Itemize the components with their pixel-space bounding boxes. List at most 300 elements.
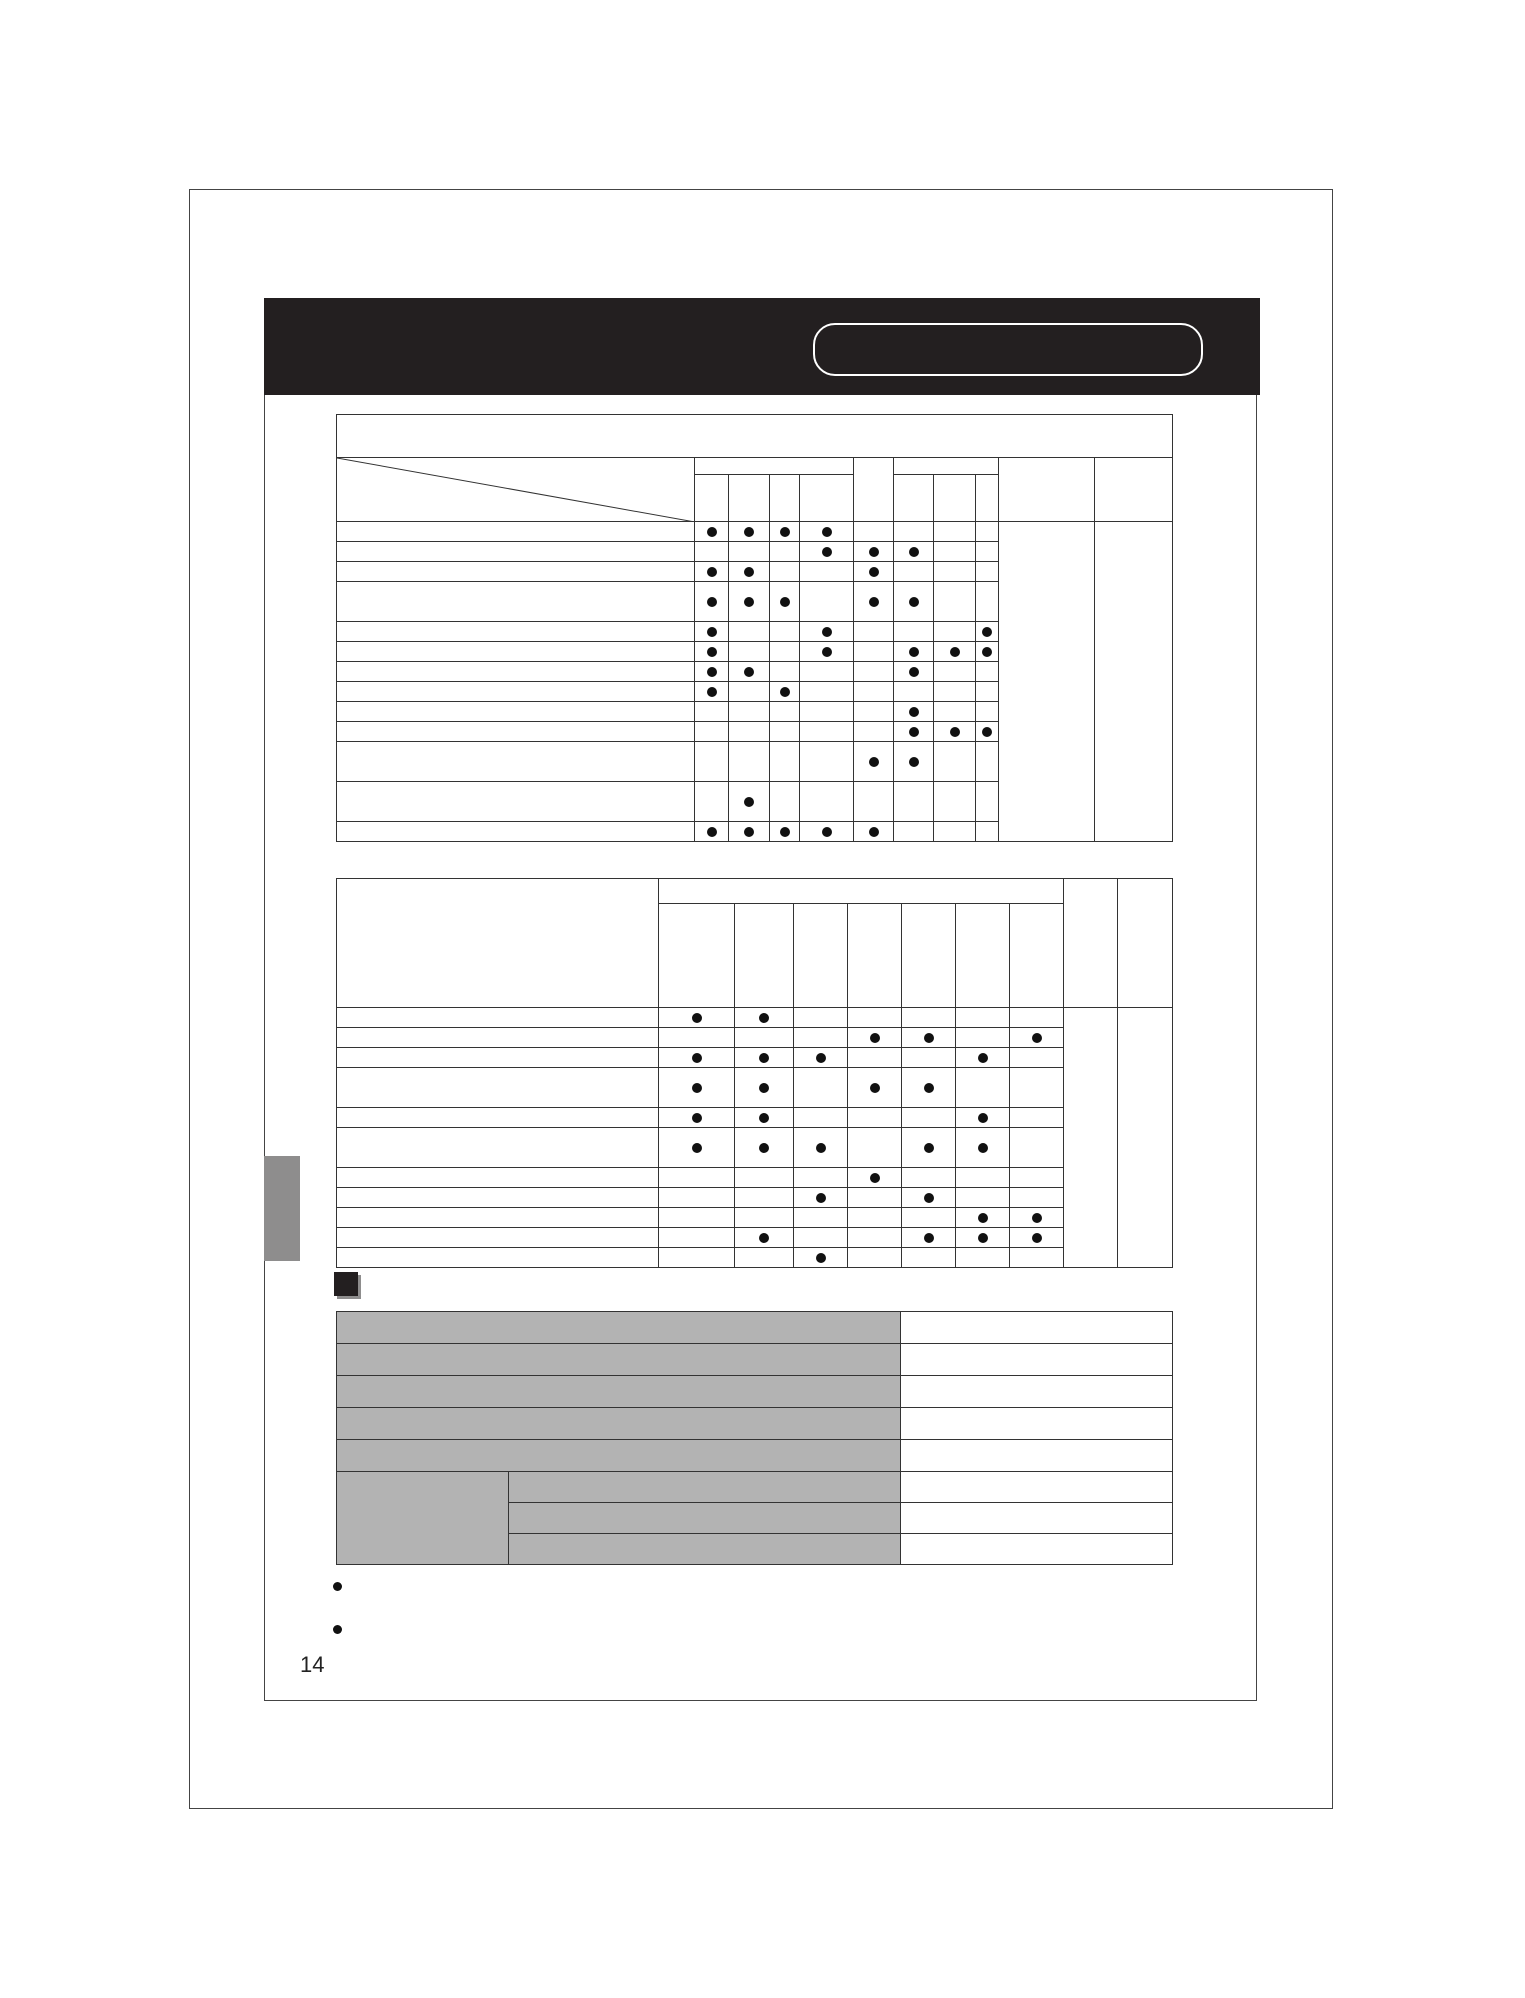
- table1-cell: [934, 722, 976, 742]
- table2-cell: [902, 1128, 956, 1168]
- table2-row: [337, 1008, 1173, 1028]
- filled-dot-icon: [816, 1253, 826, 1263]
- filled-dot-icon: [692, 1113, 702, 1123]
- filled-dot-icon: [744, 597, 754, 607]
- table1-title: [337, 415, 1173, 458]
- table1-cell: [729, 742, 770, 782]
- table2-row: [337, 1168, 1173, 1188]
- table1-cell: [695, 582, 729, 622]
- page-number: 14: [300, 1652, 325, 1677]
- filled-dot-icon: [780, 827, 790, 837]
- spec-group-label: [337, 1472, 509, 1565]
- table2-row: [337, 1128, 1173, 1168]
- table2-cell: [848, 1008, 902, 1028]
- spec-label-3: [337, 1376, 901, 1408]
- table1-header-single: [854, 458, 894, 522]
- filled-dot-icon: [744, 567, 754, 577]
- table1-cell: [695, 822, 729, 842]
- table1-cell: [854, 702, 894, 722]
- table1-cell: [770, 622, 800, 642]
- table2-cell: [956, 1188, 1010, 1208]
- filled-dot-icon: [707, 667, 717, 677]
- filled-dot-icon: [869, 757, 879, 767]
- table1-cell: [800, 622, 854, 642]
- table2-row-label: [337, 1048, 659, 1068]
- filled-dot-icon: [707, 597, 717, 607]
- table2-cell: [956, 1228, 1010, 1248]
- filled-dot-icon: [870, 1083, 880, 1093]
- table1-row-label: [337, 662, 695, 682]
- table2-cell: [735, 1008, 794, 1028]
- table1-row-label: [337, 822, 695, 842]
- table1-cell: [800, 722, 854, 742]
- table1-cell: [976, 642, 999, 662]
- table1-cell: [934, 522, 976, 542]
- table1-cell: [894, 582, 934, 622]
- table1-cell: [695, 722, 729, 742]
- filled-dot-icon: [924, 1033, 934, 1043]
- table2-cell: [659, 1008, 735, 1028]
- table2-row: [337, 1228, 1173, 1248]
- table1-cell: [770, 582, 800, 622]
- table1-cell: [976, 682, 999, 702]
- table2-row-label: [337, 1208, 659, 1228]
- table2-cell: [794, 1188, 848, 1208]
- filled-dot-icon: [978, 1233, 988, 1243]
- filled-dot-icon: [759, 1113, 769, 1123]
- filled-dot-icon: [822, 627, 832, 637]
- filled-dot-icon: [909, 707, 919, 717]
- table1-cell: [800, 662, 854, 682]
- spec-sublabel-2: [509, 1503, 901, 1534]
- filled-dot-icon: [909, 757, 919, 767]
- table1-cell: [854, 562, 894, 582]
- table1-cell: [800, 782, 854, 822]
- table1-cell: [976, 782, 999, 822]
- table2-cell: [659, 1208, 735, 1228]
- table1-cell: [729, 782, 770, 822]
- table2-cell: [848, 1108, 902, 1128]
- table2-cell: [956, 1168, 1010, 1188]
- filled-dot-icon: [692, 1013, 702, 1023]
- spec-value-1: [901, 1312, 1173, 1344]
- table2-cell: [794, 1028, 848, 1048]
- table1-cell: [770, 662, 800, 682]
- table2-merged-cell: [1118, 1008, 1173, 1268]
- spec-label-5: [337, 1440, 901, 1472]
- table1-cell: [894, 742, 934, 782]
- table1-cell: [976, 622, 999, 642]
- table2-cell: [794, 1128, 848, 1168]
- spec-sublabel-1: [509, 1472, 901, 1503]
- spec-value-6: [901, 1472, 1173, 1503]
- table1-row-label: [337, 622, 695, 642]
- table1-group-header-b: [894, 458, 999, 475]
- table1-cell: [770, 522, 800, 542]
- table2-cell: [659, 1228, 735, 1248]
- table1-cell: [934, 622, 976, 642]
- banner-pill: [813, 323, 1203, 376]
- table1-row-label: [337, 702, 695, 722]
- table1-cell: [800, 682, 854, 702]
- table1-cell: [854, 522, 894, 542]
- table1-cell: [894, 522, 934, 542]
- table1-cell: [729, 662, 770, 682]
- table2-cell: [1010, 1188, 1064, 1208]
- filled-dot-icon: [869, 597, 879, 607]
- table1-cell: [934, 782, 976, 822]
- table1-row-label: [337, 642, 695, 662]
- filled-dot-icon: [924, 1083, 934, 1093]
- table2-cell: [1010, 1048, 1064, 1068]
- table1-cell: [854, 822, 894, 842]
- table1-cell: [729, 822, 770, 842]
- table2-cell: [848, 1168, 902, 1188]
- table2-cell: [1010, 1168, 1064, 1188]
- filled-dot-icon: [1032, 1033, 1042, 1043]
- table2-cell: [735, 1128, 794, 1168]
- table2-cell: [659, 1048, 735, 1068]
- note-bullet-2: [333, 1625, 342, 1634]
- table1-cell: [800, 542, 854, 562]
- table2-group-header: [659, 879, 1064, 904]
- table1-cell: [695, 522, 729, 542]
- table2-cell: [735, 1048, 794, 1068]
- section-marker-square: [334, 1272, 358, 1296]
- filled-dot-icon: [909, 647, 919, 657]
- table1-cell: [800, 742, 854, 782]
- spec-label-2: [337, 1344, 901, 1376]
- table2-row: [337, 1028, 1173, 1048]
- spec-value-3: [901, 1376, 1173, 1408]
- table1-cell: [770, 682, 800, 702]
- filled-dot-icon: [870, 1173, 880, 1183]
- table1-corner-cell: [337, 458, 695, 522]
- table1-cell: [976, 582, 999, 622]
- filled-dot-icon: [744, 797, 754, 807]
- table1-cell: [729, 722, 770, 742]
- table2-cell: [902, 1028, 956, 1048]
- table1-cell: [934, 542, 976, 562]
- filled-dot-icon: [909, 597, 919, 607]
- table1-row-label: [337, 542, 695, 562]
- table2-cell: [848, 1128, 902, 1168]
- table2-cell: [848, 1248, 902, 1268]
- diagonal-line: [337, 458, 695, 522]
- filled-dot-icon: [816, 1193, 826, 1203]
- table2-cell: [1010, 1248, 1064, 1268]
- filled-dot-icon: [978, 1213, 988, 1223]
- table1-cell: [770, 822, 800, 842]
- table1-cell: [934, 822, 976, 842]
- filled-dot-icon: [759, 1143, 769, 1153]
- table1-group-header-a: [695, 458, 854, 475]
- table2-cell: [956, 1208, 1010, 1228]
- table1-merged-cell: [999, 522, 1095, 842]
- table1-header-d: [1095, 458, 1173, 522]
- filled-dot-icon: [692, 1143, 702, 1153]
- spec-label-1: [337, 1312, 901, 1344]
- table1-cell: [854, 742, 894, 782]
- table1-cell: [729, 642, 770, 662]
- table1-cell: [854, 642, 894, 662]
- table2-row-label: [337, 1248, 659, 1268]
- table1-cell: [934, 562, 976, 582]
- table1-header-c: [999, 458, 1095, 522]
- table1-cell: [695, 702, 729, 722]
- filled-dot-icon: [692, 1083, 702, 1093]
- table1-cell: [729, 702, 770, 722]
- filled-dot-icon: [707, 627, 717, 637]
- table1-cell: [854, 682, 894, 702]
- filled-dot-icon: [982, 647, 992, 657]
- table2-row: [337, 1068, 1173, 1108]
- table1-cell: [770, 542, 800, 562]
- side-tab-marker: [264, 1156, 300, 1261]
- table1-row-label: [337, 742, 695, 782]
- table2-cell: [735, 1168, 794, 1188]
- compatibility-table-2: [336, 878, 1173, 1268]
- table2-row-label: [337, 1128, 659, 1168]
- table2-row: [337, 1248, 1173, 1268]
- table1-cell: [729, 582, 770, 622]
- table1-cell: [894, 662, 934, 682]
- table2-cell: [956, 1128, 1010, 1168]
- filled-dot-icon: [869, 827, 879, 837]
- table1-cell: [800, 702, 854, 722]
- table2-cell: [794, 1208, 848, 1228]
- table1-cell: [729, 562, 770, 582]
- table1-cell: [770, 782, 800, 822]
- table1-cell: [770, 742, 800, 782]
- filled-dot-icon: [869, 567, 879, 577]
- table2-cell: [659, 1128, 735, 1168]
- filled-dot-icon: [780, 597, 790, 607]
- table1-cell: [800, 642, 854, 662]
- table2-row: [337, 1048, 1173, 1068]
- table1-cell: [894, 682, 934, 702]
- table1-cell: [770, 702, 800, 722]
- table2-cell: [902, 1068, 956, 1108]
- table2-cell: [848, 1028, 902, 1048]
- table2-cell: [735, 1188, 794, 1208]
- spec-sublabel-3: [509, 1534, 901, 1565]
- specification-table: [336, 1311, 1173, 1565]
- table1-row-label: [337, 582, 695, 622]
- table2-cell: [659, 1068, 735, 1108]
- table1-cell: [894, 622, 934, 642]
- table2-cell: [1010, 1128, 1064, 1168]
- table2-row-label: [337, 1228, 659, 1248]
- table2-cell: [1010, 1068, 1064, 1108]
- table2-cell: [902, 1188, 956, 1208]
- table2-cell: [794, 1048, 848, 1068]
- table1-cell: [729, 622, 770, 642]
- table1-cell: [976, 822, 999, 842]
- table1-cell: [800, 822, 854, 842]
- table1-cell: [854, 622, 894, 642]
- filled-dot-icon: [744, 667, 754, 677]
- table2-row: [337, 1208, 1173, 1228]
- table2-cell: [659, 1108, 735, 1128]
- table2-header-c: [1064, 879, 1118, 1008]
- table1-merged-cell: [1095, 522, 1173, 842]
- table2-cell: [956, 1048, 1010, 1068]
- table2-row-label: [337, 1188, 659, 1208]
- table2-cell: [1010, 1228, 1064, 1248]
- table2-row-label: [337, 1168, 659, 1188]
- spec-value-7: [901, 1503, 1173, 1534]
- table2-cell: [794, 1008, 848, 1028]
- table2-cell: [902, 1228, 956, 1248]
- filled-dot-icon: [707, 827, 717, 837]
- table1-cell: [934, 702, 976, 722]
- table1-cell: [894, 702, 934, 722]
- table2-cell: [956, 1028, 1010, 1048]
- filled-dot-icon: [978, 1053, 988, 1063]
- note-bullet-1: [333, 1582, 342, 1591]
- table1-cell: [976, 742, 999, 782]
- table1-cell: [695, 622, 729, 642]
- table2-cell: [659, 1248, 735, 1268]
- filled-dot-icon: [822, 827, 832, 837]
- table1-row-label: [337, 782, 695, 822]
- table1-cell: [976, 522, 999, 542]
- filled-dot-icon: [744, 527, 754, 537]
- table2-cell: [848, 1208, 902, 1228]
- table2-merged-cell: [1064, 1008, 1118, 1268]
- table1-cell: [894, 822, 934, 842]
- table1-cell: [695, 542, 729, 562]
- filled-dot-icon: [950, 727, 960, 737]
- table2-cell: [956, 1008, 1010, 1028]
- table1-cell: [770, 562, 800, 582]
- table1-cell: [695, 682, 729, 702]
- table1-cell: [894, 782, 934, 822]
- table2-cell: [956, 1068, 1010, 1108]
- spec-value-5: [901, 1440, 1173, 1472]
- table2-cell: [735, 1028, 794, 1048]
- spec-label-4: [337, 1408, 901, 1440]
- table1-cell: [800, 582, 854, 622]
- filled-dot-icon: [744, 827, 754, 837]
- table1-cell: [976, 542, 999, 562]
- filled-dot-icon: [870, 1033, 880, 1043]
- table1-cell: [934, 642, 976, 662]
- filled-dot-icon: [924, 1233, 934, 1243]
- table2-row: [337, 1188, 1173, 1208]
- spec-value-8: [901, 1534, 1173, 1565]
- table1-cell: [695, 782, 729, 822]
- table1-cell: [854, 722, 894, 742]
- table2-cell: [956, 1108, 1010, 1128]
- table1-cell: [934, 662, 976, 682]
- table2-cell: [956, 1248, 1010, 1268]
- table1-row: [337, 522, 1173, 542]
- table1-cell: [729, 682, 770, 702]
- table2-cell: [848, 1068, 902, 1108]
- table1-cell: [976, 562, 999, 582]
- filled-dot-icon: [950, 647, 960, 657]
- table2-cell: [848, 1188, 902, 1208]
- table1-cell: [770, 722, 800, 742]
- table1-row-label: [337, 682, 695, 702]
- filled-dot-icon: [780, 687, 790, 697]
- table2-corner-cell: [337, 879, 659, 1008]
- filled-dot-icon: [707, 567, 717, 577]
- table2-cell: [1010, 1108, 1064, 1128]
- table1-cell: [695, 662, 729, 682]
- table2-cell: [902, 1168, 956, 1188]
- table1-cell: [729, 522, 770, 542]
- filled-dot-icon: [978, 1113, 988, 1123]
- table2-cell: [848, 1228, 902, 1248]
- filled-dot-icon: [909, 547, 919, 557]
- table1-cell: [800, 522, 854, 542]
- filled-dot-icon: [978, 1143, 988, 1153]
- table2-cell: [1010, 1208, 1064, 1228]
- table1-cell: [976, 702, 999, 722]
- table2-cell: [902, 1008, 956, 1028]
- table2-row-label: [337, 1068, 659, 1108]
- filled-dot-icon: [707, 647, 717, 657]
- table1-cell: [894, 722, 934, 742]
- table2-cell: [902, 1208, 956, 1228]
- filled-dot-icon: [924, 1193, 934, 1203]
- spec-value-2: [901, 1344, 1173, 1376]
- table2-cell: [659, 1168, 735, 1188]
- table2-cell: [794, 1108, 848, 1128]
- table2-cell: [735, 1208, 794, 1228]
- table2-row-label: [337, 1028, 659, 1048]
- filled-dot-icon: [924, 1143, 934, 1153]
- compatibility-table-1: [336, 414, 1173, 842]
- table2-cell: [902, 1048, 956, 1068]
- table1-cell: [854, 582, 894, 622]
- filled-dot-icon: [1032, 1233, 1042, 1243]
- table1-cell: [934, 742, 976, 782]
- table2-cell: [902, 1248, 956, 1268]
- table1-cell: [695, 642, 729, 662]
- table1-cell: [800, 562, 854, 582]
- table1-cell: [934, 582, 976, 622]
- filled-dot-icon: [707, 687, 717, 697]
- table2-row: [337, 1108, 1173, 1128]
- filled-dot-icon: [822, 547, 832, 557]
- table2-cell: [735, 1068, 794, 1108]
- table2-cell: [794, 1248, 848, 1268]
- table2-cell: [902, 1108, 956, 1128]
- table2-cell: [735, 1228, 794, 1248]
- filled-dot-icon: [982, 727, 992, 737]
- table2-cell: [794, 1228, 848, 1248]
- filled-dot-icon: [869, 547, 879, 557]
- filled-dot-icon: [759, 1233, 769, 1243]
- table1-cell: [894, 562, 934, 582]
- filled-dot-icon: [759, 1013, 769, 1023]
- table1-cell: [976, 722, 999, 742]
- table1-cell: [695, 742, 729, 782]
- table1-row-label: [337, 562, 695, 582]
- table2-cell: [735, 1108, 794, 1128]
- filled-dot-icon: [982, 627, 992, 637]
- table2-row-label: [337, 1108, 659, 1128]
- table1-cell: [934, 682, 976, 702]
- table1-cell: [854, 542, 894, 562]
- table2-cell: [1010, 1008, 1064, 1028]
- table2-cell: [659, 1188, 735, 1208]
- table1-cell: [894, 542, 934, 562]
